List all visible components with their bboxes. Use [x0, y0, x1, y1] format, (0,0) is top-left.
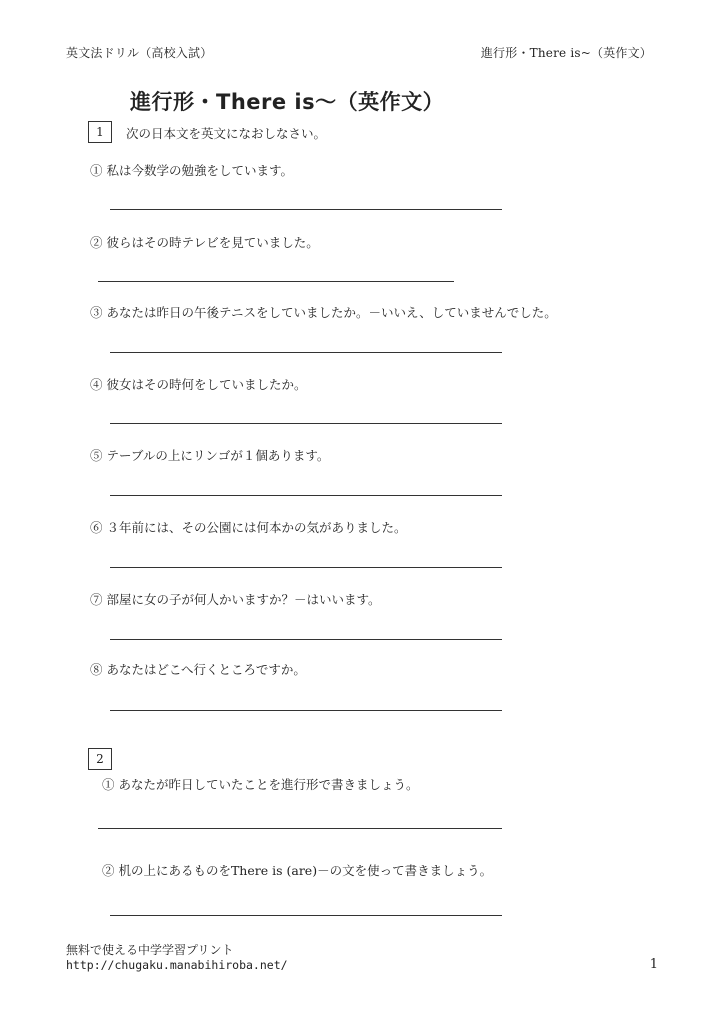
answer-line-1 — [110, 209, 502, 210]
answer-line-8 — [110, 710, 502, 711]
question-7: ⑦ 部屋に女の子が何人かいますか？－はいいます。 — [90, 592, 381, 607]
answer-line-4 — [110, 423, 502, 424]
question-4: ④ 彼女はその時何をしていましたか。 — [90, 377, 307, 392]
answer-line-6 — [110, 567, 502, 568]
section-1-instruction: 次の日本文を英文になおしなさい。 — [126, 126, 327, 141]
section-1-number-box: 1 — [88, 121, 112, 143]
section-2-question-1: ① あなたが昨日していたことを進行形で書きましょう。 — [102, 777, 419, 792]
section-2-question-2: ② 机の上にあるものをThere is (are)－の文を使って書きましょう。 — [102, 863, 493, 878]
answer-line-5 — [110, 495, 502, 496]
section-2-answer-line-2 — [110, 915, 502, 916]
answer-line-3 — [110, 352, 502, 353]
header-left: 英文法ドリル（高校入試） — [66, 46, 213, 60]
header-right: 進行形・There is~（英作文） — [480, 46, 652, 60]
question-6: ⑥ ３年前には、その公園には何本かの気がありました。 — [90, 520, 407, 535]
page-title: 進行形・There is～（英作文） — [130, 90, 445, 114]
question-3: ③ あなたは昨日の午後テニスをしていましたか。－いいえ、していませんでした。 — [90, 305, 557, 320]
footer-url[interactable]: http://chugaku.manabihiroba.net/ — [66, 958, 288, 972]
answer-line-2 — [98, 281, 454, 282]
page-number: 1 — [649, 957, 658, 972]
footer-site-name: 無料で使える中学学習プリント — [66, 943, 234, 957]
question-1: ① 私は今数学の勉強をしています。 — [90, 163, 293, 178]
section-2-answer-line-1 — [98, 828, 502, 829]
answer-line-7 — [110, 639, 502, 640]
section-2-number-box: 2 — [88, 748, 112, 770]
question-8: ⑧ あなたはどこへ行くところですか。 — [90, 662, 306, 677]
question-5: ⑤ テーブルの上にリンゴが１個あります。 — [90, 448, 330, 463]
question-2: ② 彼らはその時テレビを見ていました。 — [90, 235, 319, 250]
